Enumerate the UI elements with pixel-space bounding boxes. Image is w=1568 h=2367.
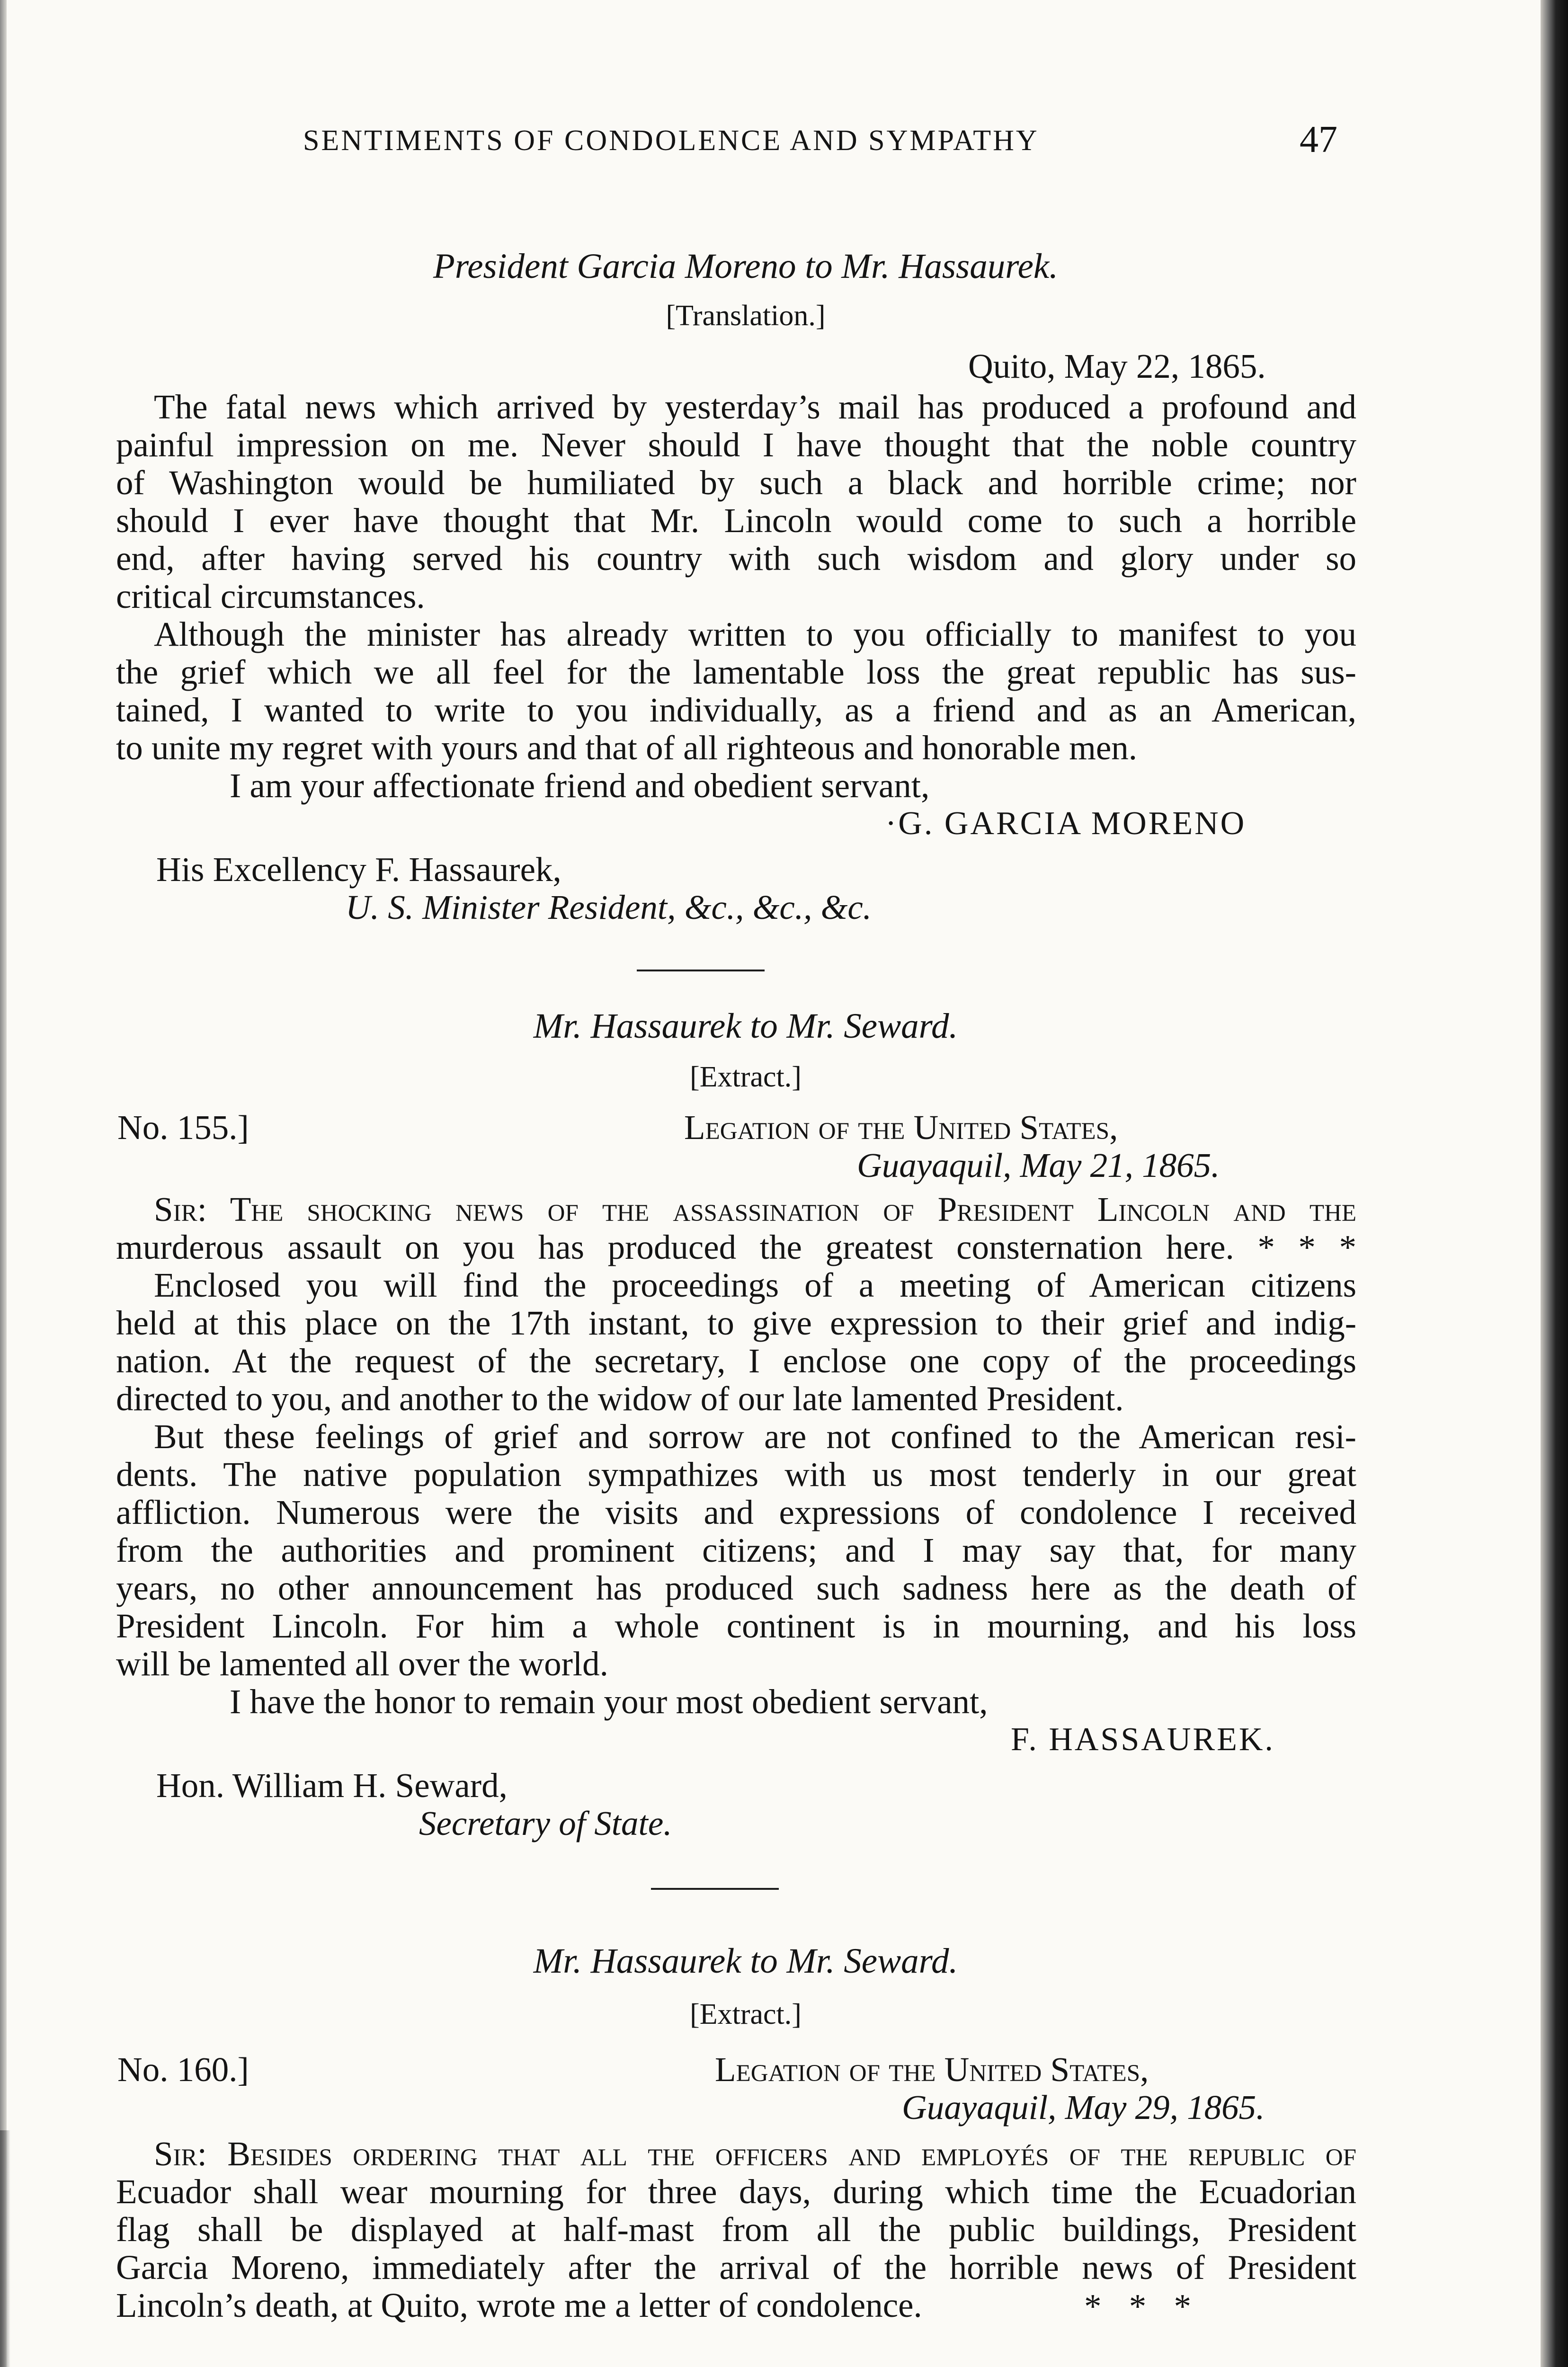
letter-3-legation: Legation of the United States, (715, 2050, 1149, 2089)
page-right-edge (1541, 0, 1568, 2367)
letter-1-line: The fatal news which arrived by yesterday’s mail has produced a profound and (154, 388, 1356, 426)
letter-2-addressee-title: Secretary of State. (419, 1804, 672, 1842)
letter-1-line: tained, I wanted to write to you individually, as a friend and as an American, (116, 691, 1356, 729)
letter-1-line: end, after having served his country with such wisdom and glory under so (116, 539, 1356, 578)
letter-2-line: nation. At the request of the secretary, I enclose one copy of the proceedings (116, 1342, 1356, 1380)
letter-2-line: Enclosed you will find the proceedings of a meeting of American citizens (154, 1266, 1356, 1304)
letter-2-line: affliction. Numerous were the visits and expressions of condolence I received (116, 1493, 1356, 1531)
letter-1-line: critical circumstances. (116, 577, 425, 615)
letter-2-signature: F. HASSAUREK. (1011, 1721, 1275, 1758)
page-number: 47 (1300, 119, 1337, 160)
letter-2-line: murderous assault on you has produced the greatest consternation here. * * * (116, 1228, 1356, 1266)
binding-mark (0, 2130, 10, 2367)
letter-1-addressee-title: U. S. Minister Resident, &c., &c., &c. (346, 888, 872, 926)
letter-2-line: held at this place on the 17th instant, to give expression to their grief and indig- (116, 1304, 1356, 1342)
letter-1-line: Although the minister has already written to you officially to manifest to you (154, 615, 1356, 653)
letter-1-signature: ·G. GARCIA MORENO (885, 805, 1247, 842)
letter-1-line: should I ever have thought that Mr. Lincoln would come to such a horrible (116, 501, 1356, 540)
letter-2-addressee: Hon. William H. Seward, (156, 1766, 508, 1805)
letter-1-line: of Washington would be humiliated by such a black and horrible crime; nor (116, 463, 1356, 502)
letter-2-line: will be lamented all over the world. (116, 1645, 608, 1683)
letter-1-line: the grief which we all feel for the lamentable loss the great republic has sus- (116, 653, 1356, 691)
letter-2-line: from the authorities and prominent citizens; and I may say that, for many (116, 1531, 1356, 1569)
letter-2-line: directed to you, and another to the widow of our late lamented President. (116, 1379, 1124, 1418)
letter-2-closing: I have the honor to remain your most obedient servant, (230, 1682, 988, 1721)
letter-1-note: [Translation.] (666, 300, 826, 332)
letter-2-legation: Legation of the United States, (684, 1108, 1118, 1147)
letter-2-note: [Extract.] (690, 1061, 802, 1093)
section-divider (651, 1888, 779, 1890)
letter-1-heading: President Garcia Moreno to Mr. Hassaurek. (433, 247, 1058, 286)
letter-1-line: painful impression on me. Never should I have thought that the noble country (116, 426, 1356, 464)
letter-3-dateline: Guayaquil, May 29, 1865. (902, 2088, 1265, 2127)
letter-1-closing: I am your affectionate friend and obedient servant, (230, 766, 930, 805)
letter-3-number: No. 160.] (117, 2050, 249, 2089)
letter-3-line: Sir: Besides ordering that all the officers and employés of the republic of (154, 2135, 1356, 2173)
letter-1-addressee: His Excellency F. Hassaurek, (156, 850, 561, 889)
letter-2-dateline: Guayaquil, May 21, 1865. (857, 1146, 1220, 1184)
letter-3-omission-stars: * * * (1084, 2287, 1201, 2325)
letter-3-line: Ecuador shall wear mourning for three days, during which time the Ecuadorian (116, 2172, 1356, 2211)
letter-1-line: to unite my regret with yours and that of all righteous and honorable men. (116, 729, 1138, 767)
letter-2-line: dents. The native population sympathizes with us most tenderly in our great (116, 1455, 1356, 1494)
letter-3-note: [Extract.] (690, 1998, 802, 2030)
letter-3-heading: Mr. Hassaurek to Mr. Seward. (533, 1941, 958, 1981)
letter-3-line: Garcia Moreno, immediately after the arrival of the horrible news of President (116, 2248, 1356, 2287)
running-head: SENTIMENTS OF CONDOLENCE AND SYMPATHY (303, 125, 1039, 157)
letter-2-line: Sir: The shocking news of the assassination of President Lincoln and the (154, 1190, 1356, 1228)
letter-3-line: flag shall be displayed at half-mast from all the public buildings, President (116, 2210, 1356, 2249)
letter-2-line: years, no other announcement has produced such sadness here as the death of (116, 1569, 1356, 1607)
letter-3-line: Lincoln’s death, at Quito, wrote me a letter of condolence. (116, 2286, 922, 2324)
section-divider (637, 970, 765, 971)
letter-2-heading: Mr. Hassaurek to Mr. Seward. (533, 1006, 958, 1046)
letter-2-line: But these feelings of grief and sorrow are not confined to the American resi- (154, 1417, 1356, 1456)
letter-2-line: President Lincoln. For him a whole continent is in mourning, and his loss (116, 1607, 1356, 1645)
letter-2-number: No. 155.] (117, 1108, 249, 1147)
letter-1-dateline: Quito, May 22, 1865. (968, 347, 1266, 385)
